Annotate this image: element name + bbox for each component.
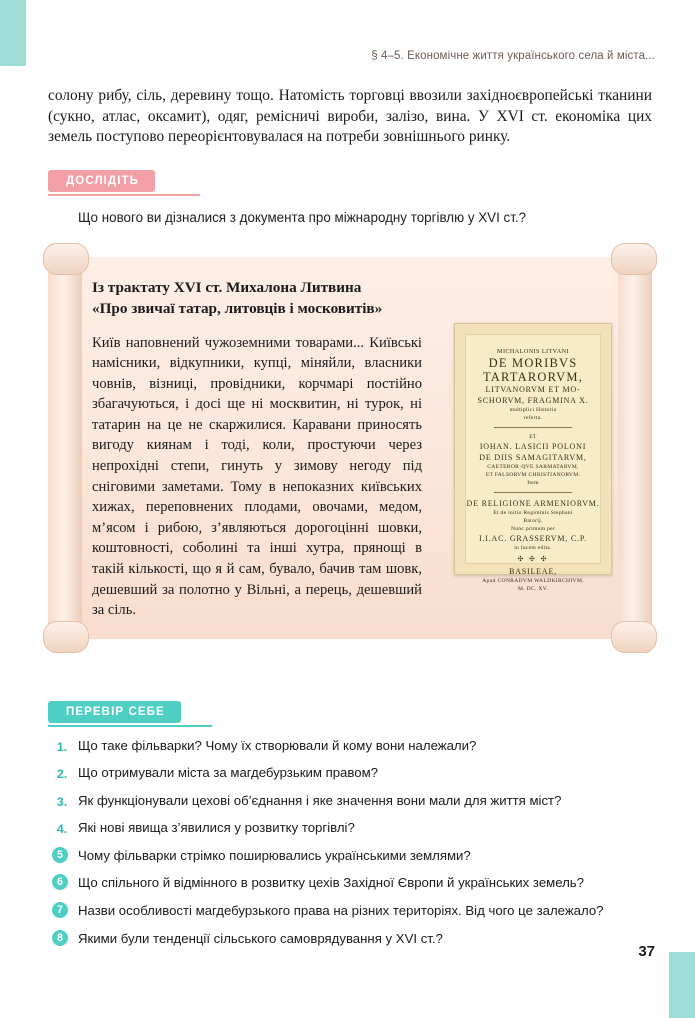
check-yourself-banner (48, 701, 181, 723)
body-paragraph: солону рибу, сіль, деревину тощо. Натомість торговці ввозили західноєвропейські тканини (сукно, атлас, оксамит), одяг, ремісничі вироби, залізо, вина. У XVI ст. економіка цих земель поступово переорієнтовувалася на потреби зовнішнього ринку. (48, 87, 652, 145)
old-book-line-4: LITVANORVM ET MO- (485, 384, 581, 394)
document-scroll (48, 243, 652, 653)
old-book-line-3: TARTARORVM, (482, 369, 584, 384)
question-text: Назви особливості магдебурзького права на різних територіях. Від чого це залежало? (78, 903, 604, 919)
scroll-cap-bottom-right (611, 621, 657, 653)
question-number: 7 (52, 902, 68, 918)
scroll-roll-right (618, 243, 652, 653)
running-head (0, 46, 669, 72)
question-text: Що спільного й відмінного в розвитку цехів Західної Європи й українських земель? (78, 875, 585, 891)
question-text: Що отримували міста за магдебурзьким правом? (78, 765, 378, 781)
old-book-line-12: ET FALSORVM CHRISTIANORVM. (485, 471, 581, 478)
list-item (48, 737, 652, 756)
old-book-line-2: DE MORIBVS (488, 355, 578, 370)
old-book-line-13: Item (527, 479, 539, 486)
list-item (48, 764, 652, 783)
corner-decoration-bottom-right (669, 952, 695, 1018)
old-book-line-6: multiplici Historia (509, 406, 557, 413)
question-number: 1. (56, 739, 68, 754)
old-book-line-1: MICHALONIS LITVANI (497, 347, 569, 355)
list-item (48, 902, 652, 921)
old-book-line-5: SCHORVM, FRAGMINA X. (477, 395, 589, 405)
question-text: Якими були тенденції сільського самоврядування у XVI ст.? (78, 930, 443, 946)
old-book-line-15: Et de initio Regiminis Stephani (493, 509, 573, 516)
page-content (48, 86, 652, 957)
old-book-line-8: ET (529, 433, 537, 440)
question-number: 2. (56, 767, 68, 782)
document-title-line-1: Із трактату XVI ст. Михалона Литвина (92, 278, 362, 296)
header-rule (48, 72, 655, 73)
old-book-line-7: referta. (523, 414, 543, 421)
question-text: Чому фільварки стрімко поширювались українськими землями? (78, 847, 471, 863)
old-book-line-18: I.I.AC. GRASSERVM, C.P. (478, 533, 587, 543)
old-book-illustration (454, 323, 612, 592)
old-book-line-9: IOHAN. LASICII POLONI (479, 441, 587, 451)
investigate-underline (48, 194, 200, 196)
old-book-line-21: Apud CONRADVM WALDKIRCHIVM, (482, 577, 584, 584)
question-number: 8 (52, 930, 68, 946)
document-title-line-2: «Про звичаї татар, литовців і московитів» (92, 299, 383, 317)
question-number: 5 (52, 847, 68, 863)
investigate-banner (48, 170, 155, 192)
check-yourself-underline (48, 725, 212, 727)
document-title (92, 277, 612, 319)
page-number: 37 (638, 943, 655, 960)
list-item (48, 874, 652, 893)
check-yourself-tag-label: ПЕРЕВІР СЕБЕ (48, 701, 181, 723)
question-number: 6 (52, 874, 68, 890)
check-yourself-question-list (48, 737, 652, 949)
old-book-title-page (465, 334, 601, 592)
old-book-line-17: Nunc primum per (510, 525, 556, 532)
old-book-line-20: BASILEAE, (509, 566, 557, 576)
question-number: 3. (56, 794, 68, 809)
document-text: Київ наповнений чужоземними товарами... Київські намісники, відкупники, купці, міняйли, власники човнів, візниці, провідники, корчмарі постійно збагачуються, і досі ще ні москвитин, ні турок, ні татарин на це не скаржилися. Каравани приносять вигоду киянам і тоді, коли, простуючи через непрохідні степи, гинуть у зимову негоду під сніговими заметами. Тому в непоказних київських хижах, переповнених плодами, овочами, медом, м’ясом і рибою, з’являються дорогоцінні шовки, коштовності, соболині та інші хутра, прянощі в такій кількості, що я й сам, бувало, бачив там шовк, дешевший за полотно у Вільні, а перець, дешевший за сіль. (92, 334, 422, 619)
question-number: 4. (56, 822, 68, 837)
investigate-tag-label: ДОСЛІДІТЬ (48, 170, 155, 192)
question-text: Які нові явища з’явилися у розвитку торгівлі? (78, 820, 355, 836)
question-text: Як функціонували цехові об’єднання і яке значення вони мали для життя міст? (78, 792, 562, 808)
list-item (48, 930, 652, 949)
old-book-line-19: in lucem edita. (514, 544, 552, 551)
old-book-line-11: CAETEROR·QVE SARMATARVM, (487, 463, 579, 470)
list-item (48, 819, 652, 838)
old-book-rule-1 (494, 427, 572, 428)
old-book-line-22: M. DC. XV. (517, 585, 549, 592)
old-book-line-10: DE DIIS SAMAGITARVM, (479, 452, 587, 462)
old-book-line-16: Batorij. (523, 517, 543, 524)
list-item (48, 847, 652, 866)
running-head-text: § 4–5. Економічне життя українського села й міста... (371, 50, 655, 62)
scroll-roll-left (48, 243, 82, 653)
old-book-line-14: DE RELIGIONE ARMENIORVM. (466, 498, 600, 508)
scroll-inner-content (92, 277, 612, 627)
question-text: Що таке фільварки? Чому їх створювали й кому вони належали? (78, 737, 477, 753)
old-book-rule-2 (494, 492, 572, 493)
list-item (48, 792, 652, 811)
old-book-ornament: ✣ ✣ ✣ (517, 554, 549, 563)
scroll-cap-bottom-left (43, 621, 89, 653)
scroll-cap-top-left (43, 243, 89, 275)
scroll-cap-top-right (611, 243, 657, 275)
investigate-question: Що нового ви дізналися з документа про міжнародну торгівлю у XVI ст.? (78, 209, 527, 225)
